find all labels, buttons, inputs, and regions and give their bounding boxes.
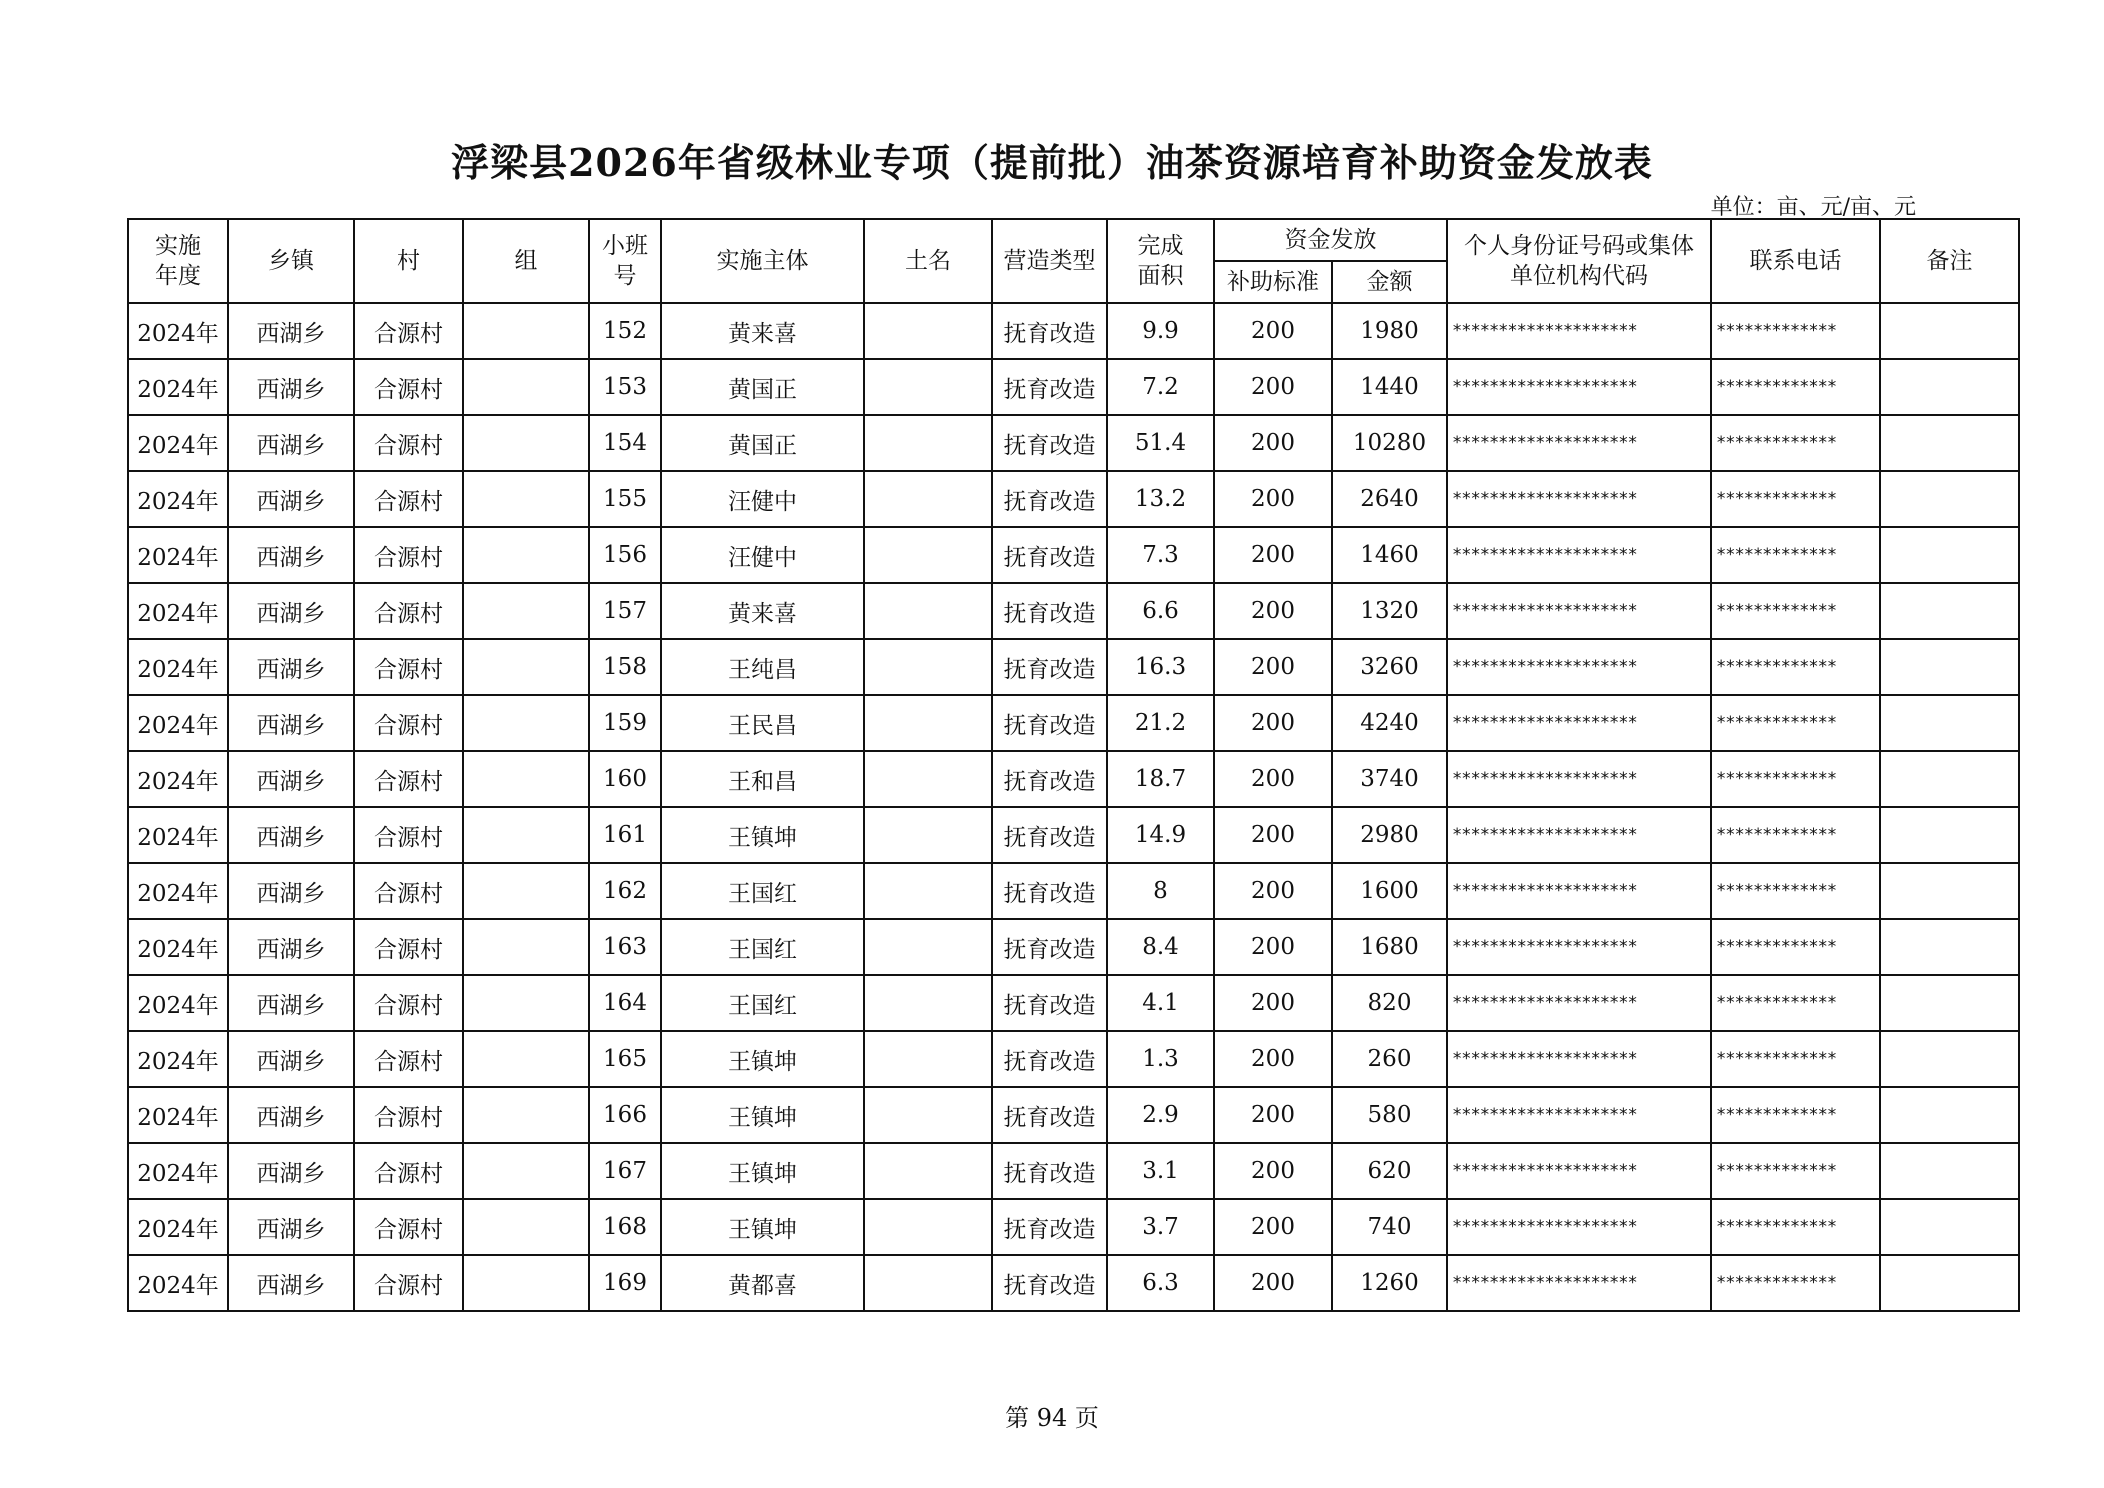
cell-amount: 3740 [1332,751,1447,807]
cell-phone: ************* [1711,751,1880,807]
cell-township: 西湖乡 [228,807,354,863]
cell-amount: 1600 [1332,863,1447,919]
cell-subsidy-standard: 200 [1214,1087,1332,1143]
cell-group [463,975,589,1031]
table-row [128,359,2019,415]
cell-plot-number: 166 [589,1087,661,1143]
cell-township: 西湖乡 [228,975,354,1031]
cell-plot-number: 157 [589,583,661,639]
cell-village: 合源村 [354,919,463,975]
table-row [128,303,2019,359]
page-title: 浮梁县2026年省级林业专项（提前批）油茶资源培育补助资金发放表 [451,140,1653,185]
cell-township: 西湖乡 [228,639,354,695]
cell-year: 2024年 [128,415,228,471]
cell-subsidy-standard: 200 [1214,1199,1332,1255]
table-row [128,1143,2019,1199]
cell-land-name [864,1031,992,1087]
cell-id-code: ******************** [1447,359,1711,415]
cell-remark [1880,639,2019,695]
cell-area: 51.4 [1107,415,1214,471]
cell-subsidy-standard: 200 [1214,1255,1332,1311]
cell-village: 合源村 [354,863,463,919]
cell-remark [1880,527,2019,583]
cell-id-code: ******************** [1447,303,1711,359]
cell-subject: 王镇坤 [661,1031,864,1087]
cell-id-code: ******************** [1447,583,1711,639]
table-row [128,1255,2019,1311]
cell-amount: 1680 [1332,919,1447,975]
cell-subject: 黄都喜 [661,1255,864,1311]
cell-remark [1880,975,2019,1031]
cell-village: 合源村 [354,1199,463,1255]
cell-id-code: ******************** [1447,415,1711,471]
cell-plot-number: 167 [589,1143,661,1199]
cell-remark [1880,1255,2019,1311]
cell-plot-number: 161 [589,807,661,863]
cell-id-code: ******************** [1447,1255,1711,1311]
cell-subject: 王镇坤 [661,1199,864,1255]
cell-group [463,359,589,415]
cell-land-name [864,751,992,807]
table-row [128,415,2019,471]
cell-subject: 王国红 [661,863,864,919]
col-header-id-code: 个人身份证号码或集体 单位机构代码 [1447,219,1711,303]
cell-phone: ************* [1711,471,1880,527]
cell-phone: ************* [1711,807,1880,863]
cell-subsidy-standard: 200 [1214,359,1332,415]
cell-subject: 王镇坤 [661,1143,864,1199]
col-header-area: 完成 面积 [1107,219,1214,303]
table-row [128,975,2019,1031]
table-row [128,695,2019,751]
cell-id-code: ******************** [1447,975,1711,1031]
cell-subsidy-standard: 200 [1214,695,1332,751]
table-body [128,303,2019,1311]
col-header-amount: 金额 [1332,261,1447,303]
col-header-build-type: 营造类型 [992,219,1107,303]
cell-remark [1880,359,2019,415]
col-header-group: 组 [463,219,589,303]
cell-plot-number: 165 [589,1031,661,1087]
cell-village: 合源村 [354,695,463,751]
cell-amount: 1980 [1332,303,1447,359]
cell-area: 16.3 [1107,639,1214,695]
cell-land-name [864,471,992,527]
cell-land-name [864,583,992,639]
cell-build-type: 抚育改造 [992,919,1107,975]
cell-subsidy-standard: 200 [1214,919,1332,975]
cell-land-name [864,1087,992,1143]
cell-village: 合源村 [354,1143,463,1199]
cell-area: 13.2 [1107,471,1214,527]
cell-group [463,583,589,639]
cell-land-name [864,863,992,919]
cell-township: 西湖乡 [228,583,354,639]
cell-plot-number: 163 [589,919,661,975]
cell-build-type: 抚育改造 [992,1087,1107,1143]
cell-village: 合源村 [354,807,463,863]
cell-remark [1880,415,2019,471]
cell-subject: 黄国正 [661,415,864,471]
cell-village: 合源村 [354,527,463,583]
cell-area: 21.2 [1107,695,1214,751]
cell-year: 2024年 [128,1143,228,1199]
cell-remark [1880,1087,2019,1143]
cell-phone: ************* [1711,1031,1880,1087]
cell-land-name [864,695,992,751]
cell-land-name [864,919,992,975]
table-header [128,219,2019,303]
cell-township: 西湖乡 [228,863,354,919]
cell-phone: ************* [1711,359,1880,415]
cell-subject: 王国红 [661,919,864,975]
table-row [128,751,2019,807]
cell-group [463,471,589,527]
cell-id-code: ******************** [1447,751,1711,807]
cell-village: 合源村 [354,471,463,527]
col-header-land-name: 土名 [864,219,992,303]
cell-subsidy-standard: 200 [1214,975,1332,1031]
cell-subsidy-standard: 200 [1214,639,1332,695]
cell-id-code: ******************** [1447,527,1711,583]
cell-year: 2024年 [128,975,228,1031]
cell-land-name [864,527,992,583]
cell-land-name [864,303,992,359]
cell-group [463,527,589,583]
cell-plot-number: 168 [589,1199,661,1255]
cell-amount: 2640 [1332,471,1447,527]
cell-id-code: ******************** [1447,863,1711,919]
cell-subsidy-standard: 200 [1214,471,1332,527]
cell-area: 7.3 [1107,527,1214,583]
cell-remark [1880,1199,2019,1255]
cell-amount: 3260 [1332,639,1447,695]
cell-year: 2024年 [128,695,228,751]
cell-phone: ************* [1711,919,1880,975]
cell-id-code: ******************** [1447,1031,1711,1087]
cell-remark [1880,919,2019,975]
cell-area: 9.9 [1107,303,1214,359]
cell-group [463,1199,589,1255]
cell-village: 合源村 [354,639,463,695]
cell-subsidy-standard: 200 [1214,583,1332,639]
cell-build-type: 抚育改造 [992,1031,1107,1087]
table-row [128,1199,2019,1255]
cell-remark [1880,303,2019,359]
cell-group [463,1255,589,1311]
cell-remark [1880,1143,2019,1199]
cell-township: 西湖乡 [228,1143,354,1199]
cell-subject: 王和昌 [661,751,864,807]
cell-year: 2024年 [128,807,228,863]
cell-year: 2024年 [128,1087,228,1143]
cell-remark [1880,863,2019,919]
col-header-plot-number: 小班 号 [589,219,661,303]
cell-subsidy-standard: 200 [1214,863,1332,919]
cell-amount: 1260 [1332,1255,1447,1311]
cell-area: 18.7 [1107,751,1214,807]
cell-year: 2024年 [128,863,228,919]
cell-area: 3.1 [1107,1143,1214,1199]
cell-subsidy-standard: 200 [1214,751,1332,807]
cell-township: 西湖乡 [228,695,354,751]
subsidy-table [127,218,2020,1312]
cell-subject: 王民昌 [661,695,864,751]
cell-village: 合源村 [354,975,463,1031]
cell-remark [1880,471,2019,527]
cell-subsidy-standard: 200 [1214,527,1332,583]
cell-village: 合源村 [354,359,463,415]
col-header-subject: 实施主体 [661,219,864,303]
cell-year: 2024年 [128,303,228,359]
cell-plot-number: 156 [589,527,661,583]
table-row [128,639,2019,695]
cell-id-code: ******************** [1447,1199,1711,1255]
cell-area: 7.2 [1107,359,1214,415]
cell-remark [1880,583,2019,639]
cell-group [463,919,589,975]
cell-phone: ************* [1711,1255,1880,1311]
cell-village: 合源村 [354,1031,463,1087]
cell-township: 西湖乡 [228,1087,354,1143]
cell-subsidy-standard: 200 [1214,1143,1332,1199]
cell-plot-number: 162 [589,863,661,919]
cell-build-type: 抚育改造 [992,751,1107,807]
cell-plot-number: 152 [589,303,661,359]
cell-village: 合源村 [354,751,463,807]
cell-id-code: ******************** [1447,471,1711,527]
cell-amount: 2980 [1332,807,1447,863]
cell-id-code: ******************** [1447,919,1711,975]
cell-plot-number: 160 [589,751,661,807]
cell-build-type: 抚育改造 [992,527,1107,583]
cell-village: 合源村 [354,303,463,359]
cell-build-type: 抚育改造 [992,359,1107,415]
cell-id-code: ******************** [1447,1143,1711,1199]
cell-group [463,303,589,359]
cell-village: 合源村 [354,1255,463,1311]
cell-remark [1880,807,2019,863]
cell-year: 2024年 [128,471,228,527]
cell-plot-number: 158 [589,639,661,695]
cell-plot-number: 155 [589,471,661,527]
cell-plot-number: 169 [589,1255,661,1311]
cell-amount: 740 [1332,1199,1447,1255]
col-header-township: 乡镇 [228,219,354,303]
cell-township: 西湖乡 [228,1199,354,1255]
cell-subject: 黄国正 [661,359,864,415]
cell-year: 2024年 [128,639,228,695]
cell-amount: 260 [1332,1031,1447,1087]
cell-build-type: 抚育改造 [992,415,1107,471]
cell-group [463,807,589,863]
cell-area: 3.7 [1107,1199,1214,1255]
cell-build-type: 抚育改造 [992,639,1107,695]
cell-amount: 820 [1332,975,1447,1031]
cell-amount: 1320 [1332,583,1447,639]
cell-land-name [864,639,992,695]
cell-group [463,639,589,695]
cell-amount: 1460 [1332,527,1447,583]
cell-phone: ************* [1711,527,1880,583]
cell-phone: ************* [1711,303,1880,359]
cell-group [463,415,589,471]
cell-remark [1880,695,2019,751]
cell-land-name [864,1199,992,1255]
unit-note: 单位：亩、元/亩、元 [1710,195,1916,220]
cell-group [463,1087,589,1143]
cell-year: 2024年 [128,527,228,583]
cell-year: 2024年 [128,919,228,975]
cell-area: 2.9 [1107,1087,1214,1143]
table-row [128,527,2019,583]
table-row [128,863,2019,919]
table-row [128,1031,2019,1087]
cell-township: 西湖乡 [228,471,354,527]
cell-year: 2024年 [128,1199,228,1255]
cell-group [463,1143,589,1199]
table-row [128,471,2019,527]
table-row [128,919,2019,975]
cell-township: 西湖乡 [228,359,354,415]
cell-subsidy-standard: 200 [1214,1031,1332,1087]
cell-area: 8.4 [1107,919,1214,975]
cell-build-type: 抚育改造 [992,695,1107,751]
cell-land-name [864,807,992,863]
cell-amount: 1440 [1332,359,1447,415]
cell-id-code: ******************** [1447,695,1711,751]
cell-build-type: 抚育改造 [992,1199,1107,1255]
cell-subject: 汪健中 [661,471,864,527]
cell-subject: 黄来喜 [661,583,864,639]
cell-phone: ************* [1711,695,1880,751]
cell-area: 8 [1107,863,1214,919]
cell-group [463,751,589,807]
cell-township: 西湖乡 [228,303,354,359]
cell-build-type: 抚育改造 [992,1255,1107,1311]
col-header-subsidy-standard: 补助标准 [1214,261,1332,303]
cell-phone: ************* [1711,415,1880,471]
cell-plot-number: 164 [589,975,661,1031]
cell-build-type: 抚育改造 [992,303,1107,359]
cell-build-type: 抚育改造 [992,807,1107,863]
cell-area: 6.3 [1107,1255,1214,1311]
cell-phone: ************* [1711,1143,1880,1199]
cell-subsidy-standard: 200 [1214,415,1332,471]
cell-amount: 10280 [1332,415,1447,471]
cell-village: 合源村 [354,1087,463,1143]
cell-amount: 580 [1332,1087,1447,1143]
cell-subject: 王纯昌 [661,639,864,695]
cell-village: 合源村 [354,583,463,639]
cell-township: 西湖乡 [228,919,354,975]
cell-subject: 王国红 [661,975,864,1031]
cell-township: 西湖乡 [228,415,354,471]
cell-area: 6.6 [1107,583,1214,639]
cell-remark [1880,1031,2019,1087]
cell-id-code: ******************** [1447,1087,1711,1143]
cell-group [463,695,589,751]
cell-area: 4.1 [1107,975,1214,1031]
col-header-fund: 资金发放 [1214,219,1447,261]
cell-subject: 黄来喜 [661,303,864,359]
cell-area: 1.3 [1107,1031,1214,1087]
cell-land-name [864,1143,992,1199]
cell-phone: ************* [1711,1087,1880,1143]
cell-group [463,863,589,919]
cell-build-type: 抚育改造 [992,583,1107,639]
cell-plot-number: 153 [589,359,661,415]
table-row [128,807,2019,863]
cell-id-code: ******************** [1447,807,1711,863]
cell-subject: 汪健中 [661,527,864,583]
cell-area: 14.9 [1107,807,1214,863]
cell-plot-number: 159 [589,695,661,751]
cell-subsidy-standard: 200 [1214,807,1332,863]
cell-land-name [864,975,992,1031]
cell-subject: 王镇坤 [661,1087,864,1143]
cell-land-name [864,1255,992,1311]
cell-township: 西湖乡 [228,751,354,807]
cell-year: 2024年 [128,359,228,415]
cell-phone: ************* [1711,863,1880,919]
cell-plot-number: 154 [589,415,661,471]
cell-subsidy-standard: 200 [1214,303,1332,359]
cell-township: 西湖乡 [228,1255,354,1311]
cell-amount: 4240 [1332,695,1447,751]
page-number: 第 94 页 [1005,1404,1099,1432]
cell-phone: ************* [1711,1199,1880,1255]
cell-year: 2024年 [128,751,228,807]
cell-township: 西湖乡 [228,527,354,583]
cell-year: 2024年 [128,583,228,639]
table-row [128,583,2019,639]
cell-phone: ************* [1711,583,1880,639]
cell-build-type: 抚育改造 [992,975,1107,1031]
cell-build-type: 抚育改造 [992,1143,1107,1199]
cell-township: 西湖乡 [228,1031,354,1087]
cell-build-type: 抚育改造 [992,863,1107,919]
col-header-year: 实施 年度 [128,219,228,303]
col-header-village: 村 [354,219,463,303]
cell-build-type: 抚育改造 [992,471,1107,527]
cell-phone: ************* [1711,639,1880,695]
cell-land-name [864,415,992,471]
cell-village: 合源村 [354,415,463,471]
col-header-phone: 联系电话 [1711,219,1880,303]
cell-year: 2024年 [128,1255,228,1311]
cell-group [463,1031,589,1087]
cell-land-name [864,359,992,415]
col-header-remark: 备注 [1880,219,2019,303]
cell-phone: ************* [1711,975,1880,1031]
cell-remark [1880,751,2019,807]
cell-amount: 620 [1332,1143,1447,1199]
cell-subject: 王镇坤 [661,807,864,863]
table-row [128,1087,2019,1143]
cell-year: 2024年 [128,1031,228,1087]
cell-id-code: ******************** [1447,639,1711,695]
